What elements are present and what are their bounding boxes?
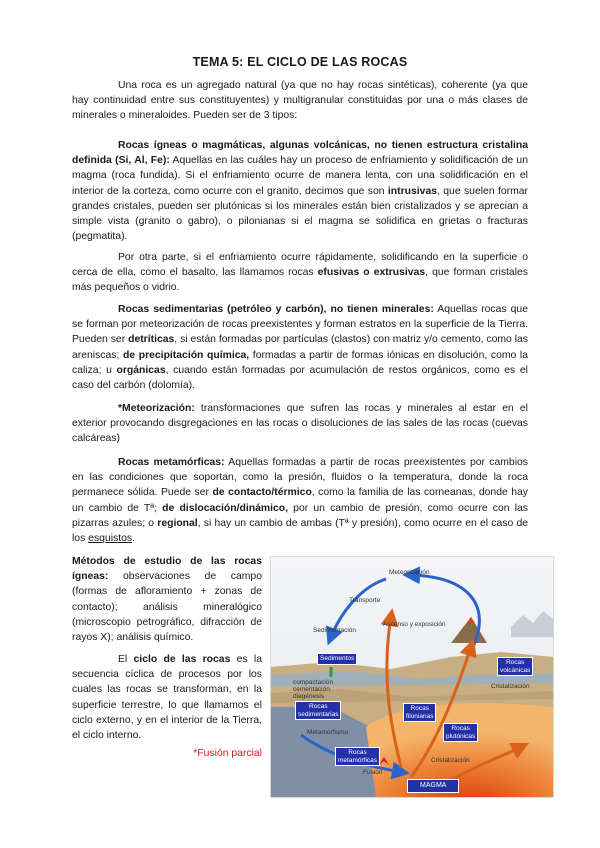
metamorficas-paragraph: Rocas metamórficas: Aquellas formadas a partir de rocas preexistentes por cambios en las condiciones que soportan, como la presión, fluidos o la temperatura, donde la roca permanece sólida. Puede ser de contacto/térmico, como la familia de las corneanas, donde hay un cambio de Tª; de dislocación/dinámico, por un cambio de presión, como ocurre con las pizarras azules; o regional, si hay un cambio de ambas (Tª y presión), como ocurre en el caso de los esquistos. — [72, 457, 529, 545]
magma-zone — [366, 703, 553, 797]
igneas-heading: Rocas ígneas o magmáticas, algunas volcánicas, no tienen estructura cristalina definida (Si, Al, Fe): — [72, 140, 528, 167]
meteorizacion-paragraph: *Meteorización: transformaciones que sufren las rocas y minerales al estar en el exterior provocando disgregaciones en las rocas o disoluciones de las sales de las rocas (cuevas calcáreas) — [72, 403, 528, 445]
box-rocas-plutonicas: Rocas plutónicas — [443, 723, 478, 742]
label-fusion: Fusión — [363, 769, 383, 776]
box-sedimentos: Sedimentos — [317, 653, 357, 665]
label-metamorfismo: Metamorfismo — [307, 729, 349, 736]
sedimentarias-paragraph: Rocas sedimentarias (petróleo y carbón), no tienen minerales: Aquellas rocas que se forman por meteorización de rocas preexistentes y forman estratos en la superficie de la Tierra. Pueden ser detríticas, si están formadas por partículas (clastos) con matriz y/o cemento, como las areniscas; de precipitación química, formadas a partir de formas iónicas en disolución, como la caliza; u orgánicas, cuando están formadas por acumulación de restos orgánicos, como es el caso del carbón (dolomía). — [72, 304, 528, 392]
box-rocas-volcanicas: Rocas volcánicas — [497, 657, 533, 676]
label-cristalizacion-top: Cristalización — [491, 683, 530, 690]
metodos-paragraph: Métodos de estudio de las rocas ígneas: observaciones de campo (formas de afloramiento + zonas de contacto); análisis mineralógico (microscopio petrográfico, difracción de rayos X); análisis químico. — [72, 556, 262, 644]
rock-cycle-diagram — [270, 556, 554, 798]
box-magma: MAGMA — [407, 779, 459, 793]
label-transporte: Transporte — [349, 597, 381, 604]
igneas-paragraph: Rocas ígneas o magmáticas, algunas volcánicas, no tienen estructura cristalina definida (Si, Al, Fe): Aquellas en las cuáles hay un proceso de enfriamiento y solidificación de un magma (roca fundida). Si el enfriamiento ocurre de manera lenta, con una solidificación en el interior de la corteza, como ocurre con el granito, decimos que son intrusivas, que suelen formar grandes cristales, pueden ser plutónicas si los minerales están bien cristalizados y se aprecian a simple vista (granito o gabro), o pilonianas si el magma se solidifica en grietas o fracturas (pegmatita). — [72, 140, 528, 243]
page-title: TEMA 5: EL CICLO DE LAS ROCAS — [192, 55, 408, 69]
label-ascenso: Ascenso y exposición — [383, 621, 446, 628]
label-sedimentacion: Sedimentación — [313, 627, 356, 634]
ciclo-paragraph: El ciclo de las rocas es la secuencia cíclica de procesos por los cuales las rocas se transforman, en la superficie terrestre, lo que llamamos el ciclo externo, y en el interior de la Tierra, el ciclo interno. — [72, 654, 262, 742]
fusion-note: *Fusión parcial — [193, 748, 262, 759]
metodos-heading: Métodos de estudio de las rocas ígneas: — [72, 556, 262, 583]
sedimentarias-heading: Rocas sedimentarias (petróleo y carbón), no tienen minerales: — [118, 304, 434, 315]
box-rocas-sedimentarias: Rocas sedimentarias — [295, 701, 341, 720]
label-meteorizacion: Meteorización — [389, 569, 430, 576]
meteorizacion-heading: *Meteorización: — [118, 403, 195, 414]
box-rocas-metamorficas: Rocas metamórficas — [335, 747, 380, 766]
label-cristalizacion-bottom: Cristalización — [431, 757, 470, 764]
efusivas-paragraph: Por otra parte, si el enfriamiento ocurre rápidamente, solidificando en la superficie o cerca de ella, como el basalto, las llamamos rocas efusivas o extrusivas, que forman cristales más pequeños o vidrio. — [72, 252, 528, 294]
diagram-illustration — [271, 557, 553, 797]
label-compactacion: compactación cementación diagénesis — [293, 679, 334, 700]
metamorficas-heading: Rocas metamórficas: — [118, 457, 225, 468]
box-rocas-filonianas: Rocas filonianas — [403, 703, 436, 722]
intro-paragraph: Una roca es un agregado natural (ya que no hay rocas sintéticas), coherente (ya que hay continuidad entre sus constituyentes) y multigranular constituidas por una o más clases de minerales o mineraloides. Pueden ser de 3 tipos: — [72, 80, 528, 122]
